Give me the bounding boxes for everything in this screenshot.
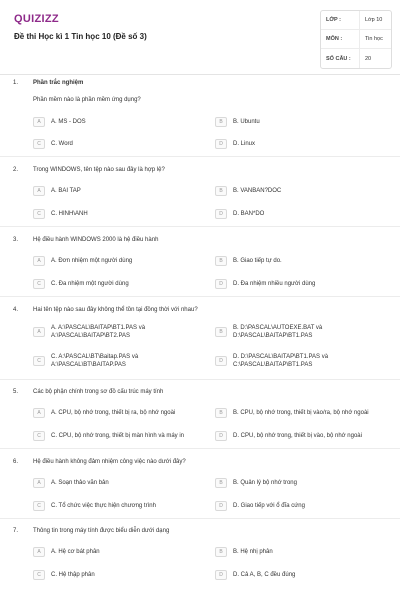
option-text: D. Đa nhiệm nhiều người dùng: [233, 280, 316, 287]
option-text: D. Cả A, B, C đều đúng: [233, 571, 296, 578]
option-letter: D: [215, 279, 227, 289]
question-number: 3.: [13, 237, 19, 243]
option-d[interactable]: [215, 139, 365, 149]
option-text: A. MS - DOS: [51, 118, 86, 125]
option-c[interactable]: [33, 139, 183, 149]
meta-row-count: [321, 49, 391, 68]
option-text: C. Tổ chức việc thực hiện chương trình: [51, 502, 156, 509]
meta-row-subject: [321, 30, 391, 49]
option-letter: B: [215, 327, 227, 337]
option-letter: A: [33, 478, 45, 488]
option-letter: C: [33, 279, 45, 289]
option-d[interactable]: [215, 209, 365, 219]
option-text: B. Hệ nhị phân: [233, 548, 273, 555]
option-letter: D: [215, 431, 227, 441]
meta-label: LỚP :: [326, 17, 341, 23]
option-letter: C: [33, 209, 45, 219]
option-b[interactable]: [215, 408, 397, 418]
option-b[interactable]: [215, 117, 365, 127]
question-number: 4.: [13, 307, 19, 313]
option-c[interactable]: [33, 501, 208, 511]
option-c[interactable]: [33, 209, 183, 219]
question-number: 6.: [13, 459, 19, 465]
option-d[interactable]: [215, 501, 365, 511]
option-a[interactable]: [33, 547, 183, 557]
question-text: Các bộ phận chính trong sơ đồ cấu trúc máy tính: [33, 389, 164, 395]
option-letter: D: [215, 209, 227, 219]
question-divider: [0, 296, 400, 297]
question-text: Thông tin trong máy tính được biểu diễn dưới dạng: [33, 528, 170, 534]
option-text: C. HINH\ANH: [51, 210, 88, 217]
option-letter: C: [33, 501, 45, 511]
option-b[interactable]: [215, 256, 365, 266]
option-letter: D: [215, 570, 227, 580]
option-text: C. CPU, bộ nhớ trong, thiết bị màn hình và máy in: [51, 432, 184, 439]
option-text: A. Soạn thảo văn bản: [51, 479, 109, 486]
question-1: [0, 80, 400, 150]
meta-label: MÔN :: [326, 36, 343, 42]
option-d[interactable]: [215, 431, 397, 441]
option-a[interactable]: [33, 117, 183, 127]
option-text: D. CPU, bộ nhớ trong, thiết bị vào, bộ nhớ ngoài: [233, 432, 362, 439]
option-c[interactable]: [33, 570, 183, 580]
question-divider: [0, 518, 400, 519]
option-letter: A: [33, 117, 45, 127]
meta-value: 20: [359, 49, 391, 68]
meta-label: SỐ CÂU :: [326, 55, 351, 62]
option-text: A. A:\PASCAL\BAITAP\BT1.PAS và A:\PASCAL\BAITAP\BT2.PAS: [51, 325, 146, 340]
question-number: 2.: [13, 167, 19, 173]
question-number: 5.: [13, 389, 19, 395]
option-text: B. Quản lý bộ nhớ trong: [233, 479, 297, 486]
option-letter: A: [33, 186, 45, 196]
option-text: D. Linux: [233, 140, 256, 147]
option-b[interactable]: [215, 478, 365, 488]
question-7: [0, 528, 400, 598]
option-b[interactable]: [215, 324, 365, 340]
option-text: C. Đa nhiệm một người dùng: [51, 280, 129, 287]
option-letter: C: [33, 356, 45, 366]
option-letter: D: [215, 501, 227, 511]
option-letter: A: [33, 408, 45, 418]
option-text: A. BAI TAP: [51, 187, 81, 194]
question-number: 1.: [13, 80, 19, 86]
option-a[interactable]: [33, 256, 183, 266]
option-c[interactable]: [33, 279, 183, 289]
option-text: C. Hệ thập phân: [51, 571, 95, 578]
option-a[interactable]: [33, 324, 183, 340]
option-letter: B: [215, 256, 227, 266]
option-text: D. Giao tiếp với ổ đĩa cứng: [233, 502, 305, 509]
option-c[interactable]: [33, 353, 183, 369]
option-d[interactable]: [215, 570, 365, 580]
option-a[interactable]: [33, 408, 215, 418]
question-text: Hệ điều hành WINDOWS 2000 là hệ điều hành: [33, 237, 159, 243]
option-letter: B: [215, 186, 227, 196]
option-d[interactable]: [215, 353, 365, 369]
option-text: A. CPU, bộ nhớ trong, thiết bị ra, bộ nhớ ngoài: [51, 409, 176, 416]
option-letter: B: [215, 408, 227, 418]
option-letter: A: [33, 547, 45, 557]
option-letter: B: [215, 117, 227, 127]
option-text: A. Đơn nhiệm một người dùng: [51, 257, 133, 264]
option-text: D. BAN*DO: [233, 210, 265, 217]
option-b[interactable]: [215, 186, 365, 196]
option-text: B. CPU, bộ nhớ trong, thiết bị vào/ra, bộ nhớ ngoài: [233, 409, 369, 416]
option-c[interactable]: [33, 431, 215, 441]
option-letter: D: [215, 356, 227, 366]
option-letter: B: [215, 478, 227, 488]
option-text: C. Word: [51, 140, 73, 147]
option-text: A. Hệ cơ bát phân: [51, 548, 100, 555]
option-text: B. VANBAN?DOC: [233, 187, 282, 194]
question-divider: [0, 156, 400, 157]
option-text: B. Giao tiếp tự do.: [233, 257, 282, 264]
option-text: C. A:\PASCAL\BT\Baitap.PAS và A:\PASCAL\BT\BAITAP.PAS: [51, 354, 139, 369]
meta-value: Lớp 10: [359, 11, 391, 29]
quiz-title: Đề thi Học kì 1 Tin học 10 (Đề số 3): [14, 32, 147, 41]
option-text: B. Ubuntu: [233, 118, 260, 125]
option-a[interactable]: [33, 478, 183, 488]
option-text: B. D:\PASCAL\AUTOEXE.BAT và D:\PASCAL\BAITAP\BT1.PAS: [233, 325, 323, 340]
option-letter: C: [33, 139, 45, 149]
option-letter: C: [33, 570, 45, 580]
option-text: D. D:\PASCAL\BAITAP\BT1.PAS và C:\PASCAL\BAITAP\BT1.PAS: [233, 354, 329, 369]
quiz-meta-box: [320, 10, 392, 69]
option-letter: C: [33, 431, 45, 441]
meta-value: Tin học: [359, 30, 391, 48]
option-letter: B: [215, 547, 227, 557]
option-letter: A: [33, 256, 45, 266]
question-4: [0, 307, 400, 377]
option-d[interactable]: [215, 279, 365, 289]
option-letter: A: [33, 327, 45, 337]
option-b[interactable]: [215, 547, 365, 557]
quiz-header: [0, 0, 400, 75]
question-text: Hai tên tệp nào sau đây không thể tồn tại đồng thời với nhau?: [33, 307, 198, 313]
question-section-heading: Phần trắc nghiệm: [33, 80, 84, 86]
question-number: 7.: [13, 528, 19, 534]
question-text: Hệ điều hành không đảm nhiệm công việc nào dưới đây?: [33, 459, 186, 465]
question-divider: [0, 226, 400, 227]
quizizz-logo: QUIZIZZ: [14, 13, 59, 25]
question-divider: [0, 448, 400, 449]
question-text: Phần mềm nào là phần mềm ứng dụng?: [33, 97, 141, 103]
question-text: Trong WINDOWS, tên tệp nào sau đây là hợp lệ?: [33, 167, 165, 173]
meta-row-class: [321, 11, 391, 30]
option-letter: D: [215, 139, 227, 149]
option-a[interactable]: [33, 186, 183, 196]
question-divider: [0, 379, 400, 380]
